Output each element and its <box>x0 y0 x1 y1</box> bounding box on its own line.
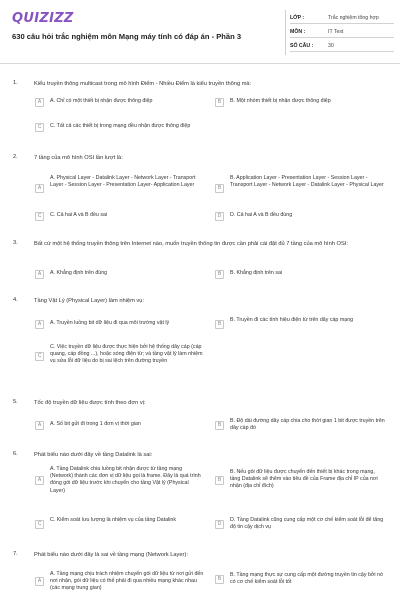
question-number: 6. <box>13 451 18 457</box>
option-letter-badge: A <box>35 320 44 329</box>
option-text: A. Tầng mạng chịu trách nhiệm chuyển gói dữ liệu từ nơi gửi đến nơi nhận, gói dữ liệu có thể phải đi qua nhiều mạng khác nhau (các mạng trung gian) <box>50 571 204 592</box>
question-text: Bất cứ một hệ thống truyền thông trên Internet nào, muốn truyền thông tin được cần phải cài đặt đủ 7 tầng của mô hình OSI: <box>34 241 348 247</box>
question-number: 3. <box>13 240 18 246</box>
option-text: B. Truyền đi các tính hiệu điện từ trên dây cáp mạng <box>230 317 354 323</box>
option-letter-badge: B <box>215 184 224 193</box>
document-meta <box>285 10 397 55</box>
meta-label: LỚP : <box>290 15 305 21</box>
option-letter-badge: B <box>215 320 224 329</box>
meta-value: Trắc nghiệm tổng hợp <box>328 15 379 21</box>
option-letter-badge: B <box>215 476 224 485</box>
option-text: D. Tầng Datalink cũng cung cấp một cơ chế kiểm soát lỗi để tăng độ tin cậy dịch vụ <box>230 517 384 531</box>
option-text: A. Số bit gửi đi trong 1 đơn vị thời gian <box>50 421 141 427</box>
question-number: 7. <box>13 551 18 557</box>
option-text: B. Application Layer - Presentation Layer - Session Layer - Transport Layer - Network Layer - Datalink Layer - Physical Layer <box>230 175 384 189</box>
question-number: 5. <box>13 399 18 405</box>
option-letter-badge: C <box>35 123 44 132</box>
question-text: Tốc độ truyền dữ liệu được tính theo đơn vị: <box>34 400 146 406</box>
option-letter-badge: C <box>35 352 44 361</box>
meta-value: 30 <box>328 43 334 49</box>
quizizz-logo: QUIZIZZ <box>12 11 74 26</box>
option-letter-badge: A <box>35 184 44 193</box>
option-letter-badge: C <box>35 520 44 529</box>
question-text: 7 tầng của mô hình OSI lần lượt là: <box>34 155 123 161</box>
option-text: A. Khẳng định trên đúng <box>50 270 108 276</box>
option-letter-badge: B <box>215 575 224 584</box>
option-text: B. Khẳng định trên sai <box>230 270 283 276</box>
question-number: 1. <box>13 80 18 86</box>
option-letter-badge: A <box>35 98 44 107</box>
option-text: B. Độ dài đường dây cáp chia cho thời gian 1 bit được truyền trên dây cáp đó <box>230 418 385 432</box>
question-text: Kiểu truyền thông multicast trong mô hình Điểm - Nhiều Điểm là kiểu truyền thông mà: <box>34 81 252 87</box>
document-header <box>0 0 400 62</box>
option-text: C. Việc truyền dữ liệu được thực hiện bởi hệ thống dây cáp (cáp quang, cáp đồng ...), hoặc sóng điện từ; và tầng vật lý làm nhiệm vụ sửa lỗi dữ liệu do bị sai lệch trên đường truyền <box>50 344 203 365</box>
document-title: 630 câu hỏi trắc nghiệm môn Mạng máy tính có đáp án - Phần 3 <box>12 32 242 41</box>
meta-row-subject <box>290 26 394 38</box>
option-letter-badge: A <box>35 577 44 586</box>
meta-label: MÔN : <box>290 29 306 35</box>
question-text: Phát biểu nào dưới đây là sai về tầng mạng (Network Layer): <box>34 552 188 558</box>
option-letter-badge: A <box>35 421 44 430</box>
option-letter-badge: A <box>35 476 44 485</box>
meta-value: IT Test <box>328 29 344 35</box>
question-text: Phát biểu nào dưới đây về tầng Datalink là sai: <box>34 452 153 458</box>
option-text: B. Tầng mạng thực sự cung cấp một đường truyền tin cậy bởi nó có cơ chế kiểm soát lỗi tốt <box>230 572 383 586</box>
option-text: D. Cả hai A và B đều đúng <box>230 212 293 218</box>
question-text: Tầng Vật Lý (Physical Layer) làm nhiệm vụ: <box>34 298 145 304</box>
meta-label: SỐ CÂU : <box>290 43 314 49</box>
question-number: 4. <box>13 297 18 303</box>
option-text: A. Physical Layer - Datalink Layer - Network Layer - Transport Layer - Session Layer - Presentation Layer- Application Layer <box>50 175 196 189</box>
option-text: B. Nếu gói dữ liệu được chuyển đến thiết bị khác trong mạng, tầng Datalink sẽ thêm vào tiêu đề của Frame địa chỉ IP của nơi nhận (địa chỉ đích) <box>230 469 378 490</box>
option-text: A. Chỉ có một thiết bị nhận được thông điệp <box>50 98 153 104</box>
option-text: C. Tất cả các thiết bị trong mạng đều nhận được thông điệp <box>50 123 191 129</box>
option-letter-badge: B <box>215 270 224 279</box>
option-text: A. Tầng Datalink chia luồng bit nhận được từ tầng mạng (Network) thành các đơn vị dữ liệu gọi là frame. Đây là quá trình đóng gói dữ liệu trước khi chuyển cho tầng Vật lý (Physical Layer) <box>50 466 201 494</box>
header-divider <box>0 63 400 64</box>
option-text: C. Cả hai A và B đều sai <box>50 212 108 218</box>
option-letter-badge: B <box>215 98 224 107</box>
option-letter-badge: D <box>215 212 224 221</box>
option-text: A. Truyền luồng bit dữ liệu đi qua môi trường vật lý <box>50 320 170 326</box>
meta-row-class <box>290 12 394 24</box>
option-text: C. Kiểm soát lưu lượng là nhiệm vụ của tầng Datalink <box>50 517 176 523</box>
option-letter-badge: C <box>35 212 44 221</box>
option-letter-badge: B <box>215 421 224 430</box>
option-letter-badge: D <box>215 520 224 529</box>
question-number: 2. <box>13 154 18 160</box>
meta-row-count <box>290 40 394 52</box>
option-letter-badge: A <box>35 270 44 279</box>
option-text: B. Một nhóm thiết bị nhận được thông điệp <box>230 98 331 104</box>
